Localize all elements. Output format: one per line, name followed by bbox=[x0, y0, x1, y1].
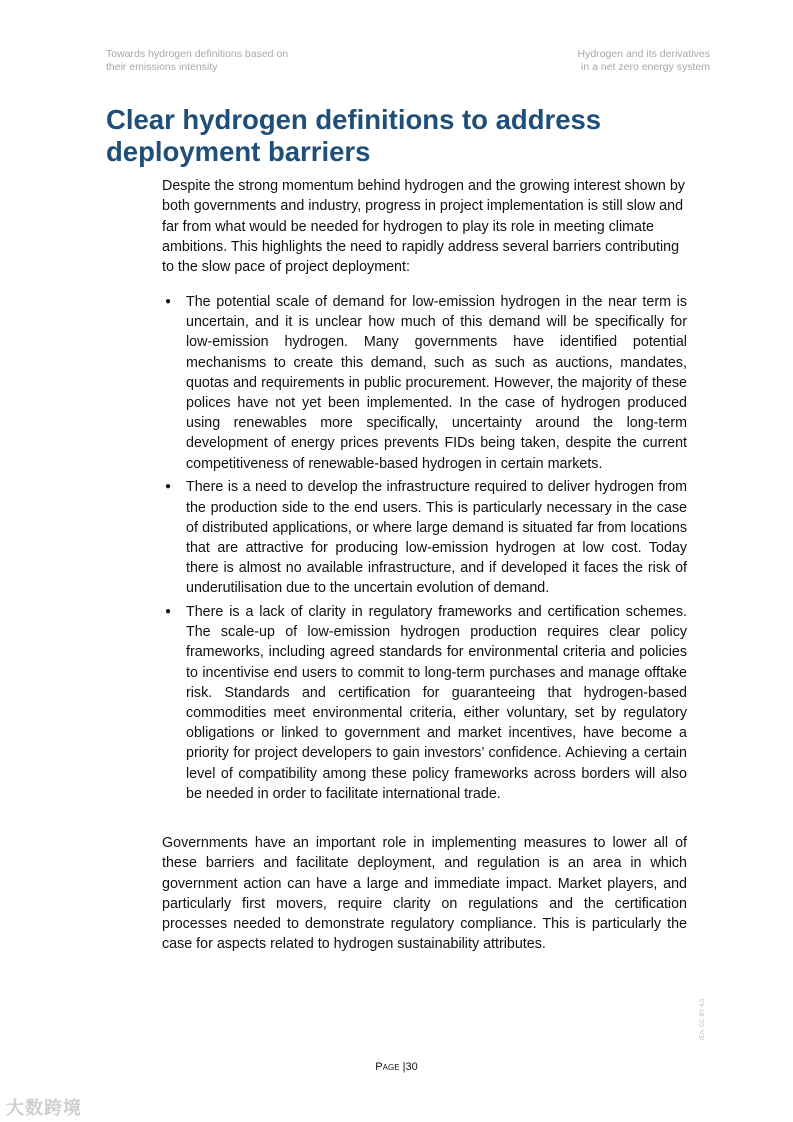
page-title: Clear hydrogen definitions to address deployment barriers bbox=[106, 104, 602, 167]
list-item-text: There is a need to develop the infrastructure required to deliver hydrogen from the production side to the end users. This is particularly necessary in the case of distributed applications, or where large demand is situated far from locations that are attractive for producing low-emission hydrogen at low cost. Today there is almost no available infrastructure, and if developed it faces the risk of underutilisation due to the uncertain evolution of demand. bbox=[186, 479, 687, 597]
header-right-line: Hydrogen and its derivatives bbox=[577, 48, 710, 60]
conclusion-paragraph: Governments have an important role in implementing measures to lower all of these barriers and facilitate deployment, and regulation is an area in which government action can have a large and immediate impact. Market players, and particularly first movers, require clarity on regulations and the certification processes needed to demonstrate regulatory compliance. This is particularly the case for aspects related to hydrogen sustainability attributes. bbox=[162, 835, 687, 953]
list-item bbox=[162, 602, 687, 804]
watermark-logo: 大数跨境 bbox=[6, 1098, 82, 1118]
license-note: IEA. CC BY 4.0. bbox=[700, 997, 706, 1040]
header-right-line: in a net zero energy system bbox=[581, 61, 710, 73]
header-left-line: their emissions intensity bbox=[106, 61, 218, 73]
list-item-text: There is a lack of clarity in regulatory frameworks and certification schemes. The scale-up of low-emission hydrogen production requires clear policy frameworks, including agreed standards for environmental criteria and policies to incentivise end users to commit to long-term purchases and manage offtake risk. Standards and certification for guaranteeing that hydrogen-based commodities meet environmental criteria, either voluntary, set by regulatory obligations or linked to government and market incentives, have become a priority for project developers to gain investors’ confidence. Achieving a certain level of compatibility among these policy frameworks across borders will also be needed in order to facilitate international trade. bbox=[186, 604, 687, 802]
page-separator: | bbox=[402, 1061, 406, 1073]
running-header-left bbox=[106, 48, 288, 74]
list-item-text: The potential scale of demand for low-emission hydrogen in the near term is uncertain, and it is unclear how much of this demand will be specifically for low-emission hydrogen. Many governments have identified potential mechanisms to create this demand, such as such as auctions, mandates, quotas and requirements in public procurement. However, the majority of these polices have not yet been implemented. In the case of hydrogen produced using renewables more specifically, uncertainty around the long-term development of energy prices prevents FIDs being taken, despite the current competitiveness of renewable-based hydrogen in certain markets. bbox=[186, 294, 687, 472]
bullet-icon: ● bbox=[165, 481, 172, 493]
intro-paragraph: Despite the strong momentum behind hydrogen and the growing interest shown by both governments and industry, progress in project implementation is still slow and far from what would be needed for hydrogen to play its role in meeting climate ambitions. This highlights the need to rapidly address several barriers contributing to the slow pace of project deployment: bbox=[162, 178, 685, 276]
running-header-right bbox=[578, 48, 711, 74]
page-footer bbox=[0, 1061, 793, 1073]
header-left-line: Towards hydrogen definitions based on bbox=[106, 48, 289, 60]
bullet-icon: ● bbox=[165, 606, 172, 618]
bullet-icon: ● bbox=[165, 296, 172, 307]
page-label: Page bbox=[375, 1061, 400, 1073]
page-number: 30 bbox=[405, 1061, 418, 1073]
barrier-list bbox=[162, 292, 687, 808]
list-item bbox=[162, 292, 687, 474]
list-item bbox=[162, 477, 687, 598]
